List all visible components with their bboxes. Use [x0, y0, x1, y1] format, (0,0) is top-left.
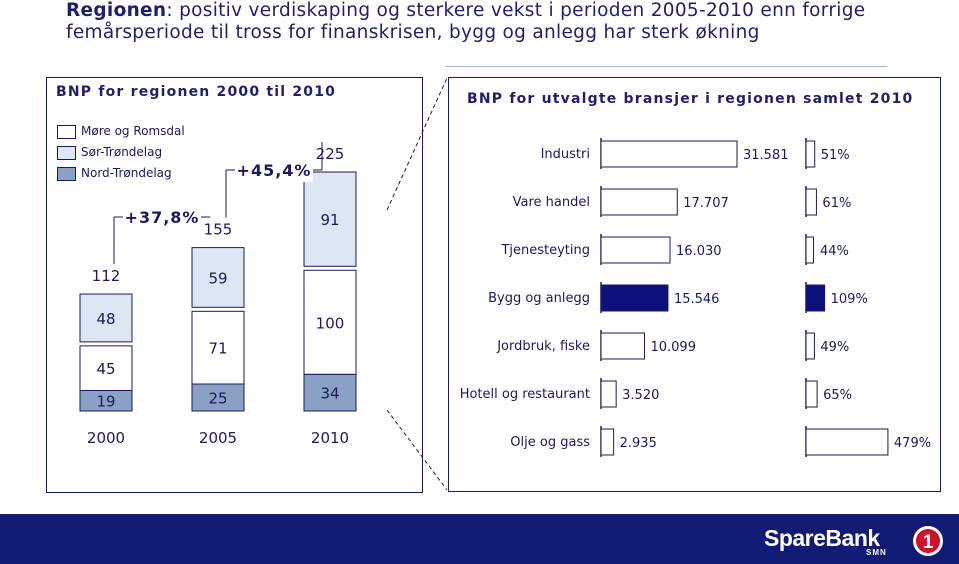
growth-label: 51% — [820, 148, 850, 163]
growth-label: 49% — [820, 340, 850, 355]
growth-bar — [806, 381, 817, 407]
value-bar — [601, 189, 677, 215]
right-chart-title: BNP for utvalgte bransjer i regionen samlet 2010 — [467, 91, 914, 107]
category-label: Vare handel — [512, 195, 590, 210]
legend-label-sor: Sør-Trøndelag — [81, 145, 163, 159]
legend-label-more: Møre og Romsdal — [81, 124, 185, 138]
value-label: 15.546 — [673, 292, 720, 307]
value-bar — [601, 285, 668, 311]
svg-text:1: 1 — [922, 532, 934, 553]
category-label: Hotell og restaurant — [459, 387, 590, 402]
segment-value-label: 25 — [208, 389, 228, 408]
x-tick-label: 2010 — [310, 429, 350, 447]
growth-bar — [806, 237, 814, 263]
growth-bar — [806, 141, 815, 167]
sparebank-logo-icon — [912, 525, 944, 557]
segment-value-label: 34 — [320, 384, 340, 403]
footer-bar — [0, 514, 959, 564]
growth-label: 65% — [823, 388, 853, 403]
logo-subtext: SMN — [866, 548, 887, 557]
growth-label: 479% — [893, 436, 932, 451]
growth-bar — [806, 429, 888, 455]
value-label: 3.520 — [622, 388, 660, 403]
growth-annotation: +45,4% — [236, 161, 312, 180]
growth-label: 44% — [820, 244, 849, 259]
segment-value-label: 59 — [208, 269, 228, 288]
bar-total-label: 112 — [91, 267, 121, 286]
category-label: Bygg og anlegg — [488, 291, 590, 306]
value-label: 17.707 — [683, 196, 729, 211]
value-label: 10.099 — [650, 340, 696, 355]
value-bar — [601, 141, 737, 167]
value-bar — [601, 333, 644, 359]
value-bar — [601, 429, 614, 455]
segment-value-label: 100 — [315, 314, 345, 333]
value-label: 31.581 — [743, 148, 789, 163]
value-bar — [601, 381, 616, 407]
category-label: Jordbruk, fiske — [497, 339, 590, 354]
x-tick-label: 2000 — [86, 429, 126, 447]
segment-value-label: 71 — [208, 339, 228, 358]
segment-value-label: 45 — [96, 360, 116, 379]
category-label: Olje og gass — [510, 435, 590, 450]
growth-bar — [806, 333, 814, 359]
segment-value-label: 48 — [96, 309, 116, 328]
title-lead: Regionen — [66, 0, 167, 21]
logo-wordmark: SpareBank — [764, 525, 880, 551]
growth-label: 109% — [830, 292, 868, 307]
x-tick-label: 2005 — [198, 429, 238, 447]
value-label: 16.030 — [676, 244, 722, 259]
bar-total-label: 155 — [203, 220, 233, 239]
growth-bar — [806, 189, 816, 215]
segment-value-label: 91 — [320, 211, 340, 230]
bar-total-label: 225 — [315, 145, 345, 163]
segment-value-label: 19 — [96, 392, 116, 411]
growth-label: 61% — [822, 196, 852, 211]
growth-bar — [806, 285, 825, 311]
left-chart-title: BNP for regionen 2000 til 2010 — [56, 84, 337, 100]
category-label: Tjenesteyting — [501, 243, 590, 258]
growth-annotation: +37,8% — [124, 208, 200, 227]
title-rest: : positiv verdiskaping og sterkere vekst i perioden 2005-2010 enn forrige femårsperiode til tross for finanskrisen, bygg og anlegg har sterk økning — [66, 0, 866, 43]
category-label: Industri — [540, 147, 590, 162]
value-label: 2.935 — [619, 436, 657, 451]
legend-label-nord: Nord-Trøndelag — [81, 166, 172, 180]
industry-bar-chart — [448, 77, 940, 491]
value-bar — [601, 237, 670, 263]
